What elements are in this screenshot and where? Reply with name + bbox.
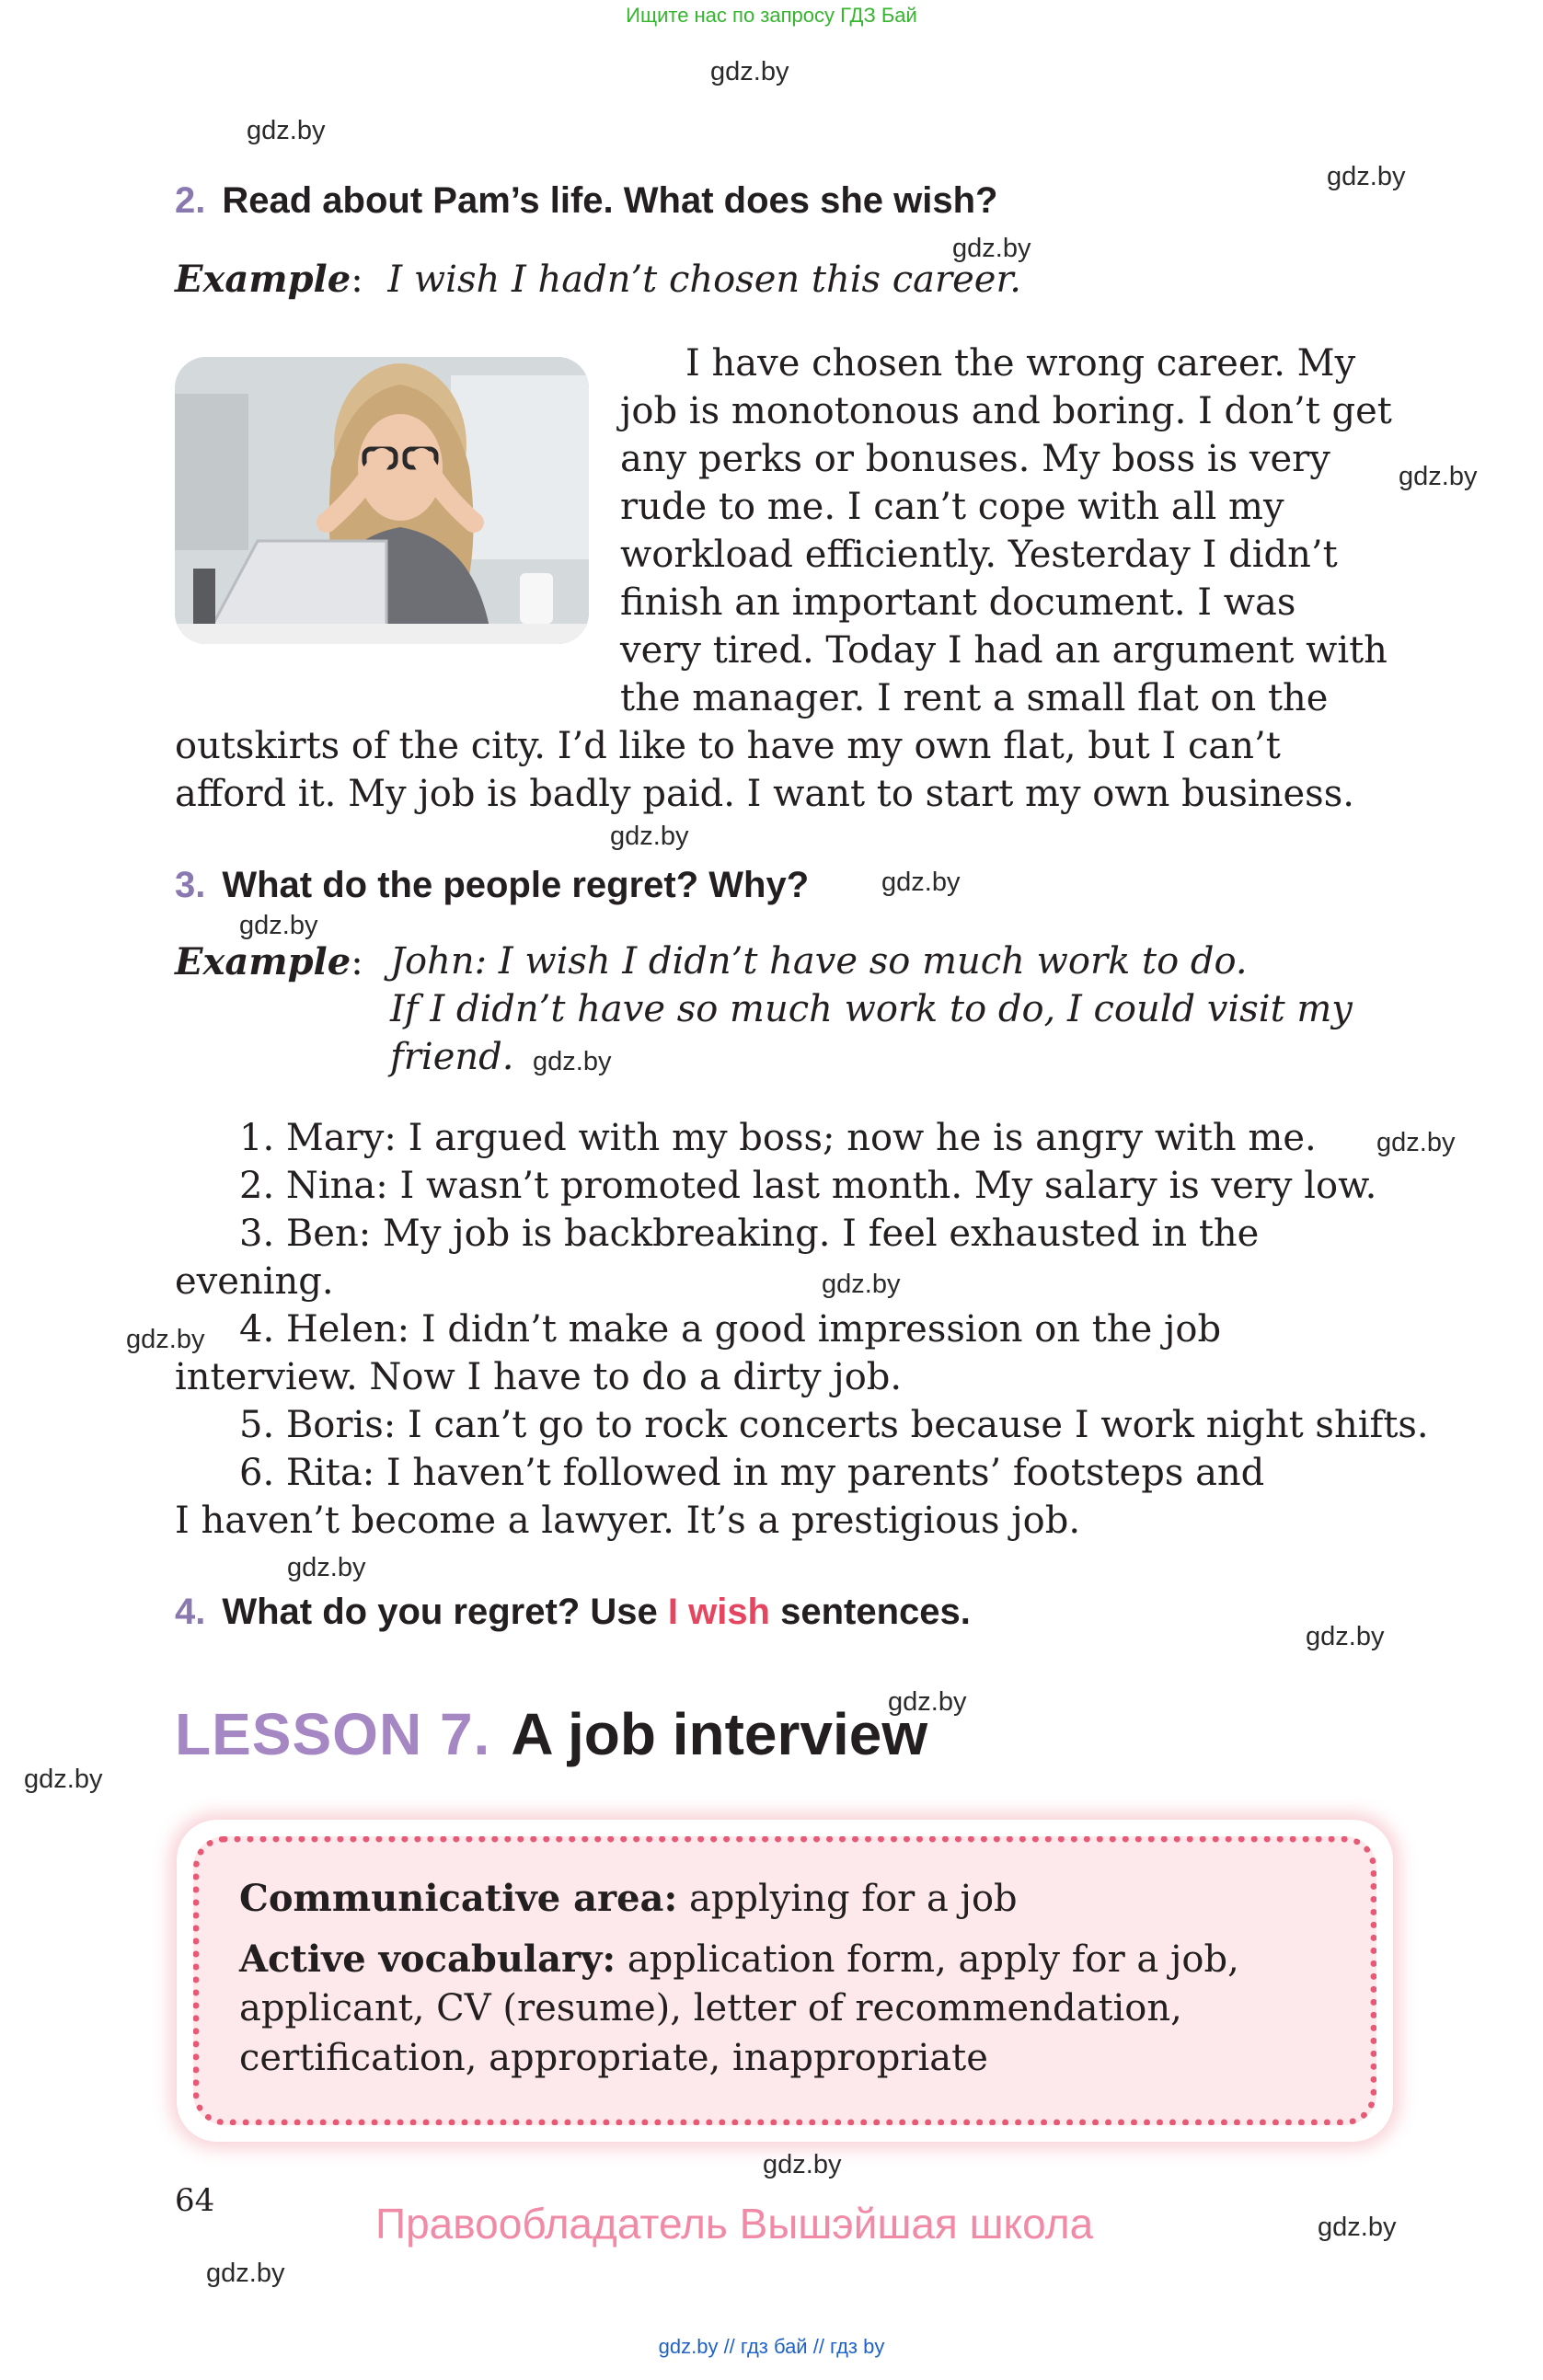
regret-item: 1. Mary: I argued with my boss; now he is angry with me. — [239, 1117, 1317, 1159]
watermark: gdz.by — [822, 1270, 901, 1299]
vocab-line: certification, appropriate, inappropriate — [239, 2037, 988, 2079]
example-label: Example — [175, 258, 351, 301]
footer-links: gdz.by // гдз бай // гдз by — [658, 2335, 885, 2358]
watermark: gdz.by — [763, 2150, 842, 2179]
regret-item: evening. — [175, 1260, 334, 1303]
lesson-info-box — [177, 1820, 1393, 2142]
pam-text-line: workload efficiently. Yesterday I didn’t — [620, 534, 1338, 576]
watermark: gdz.by — [710, 57, 789, 86]
example-line: John: I wish I didn’t have so much work to do. — [390, 940, 1248, 983]
lesson-number: LESSON 7. — [175, 1701, 491, 1767]
active-vocabulary — [239, 1937, 1239, 1981]
pam-text-line: the manager. I rent a small flat on the — [620, 677, 1329, 719]
communicative-area — [239, 1877, 1018, 1920]
pam-text-line: finish an important document. I was — [620, 581, 1296, 624]
regret-item: 5. Boris: I can’t go to rock concerts because I work night shifts. — [239, 1404, 1429, 1446]
watermark: gdz.by — [881, 868, 961, 897]
photo-illustration — [175, 357, 589, 644]
watermark: gdz.by — [1318, 2213, 1397, 2242]
watermark: gdz.by — [610, 822, 689, 851]
example-line: friend. — [390, 1036, 514, 1078]
example-colon: : — [351, 941, 363, 983]
page-number: 64 — [175, 2182, 215, 2219]
i-wish-highlight: I wish — [667, 1592, 770, 1632]
pam-text-line: I have chosen the wrong career. My — [685, 342, 1356, 385]
pam-text-line: rude to me. I can’t cope with all my — [620, 486, 1284, 528]
pam-text-line: afford it. My job is badly paid. I want to start my own business. — [175, 773, 1354, 815]
watermark: gdz.by — [533, 1047, 612, 1076]
watermark: gdz.by — [1327, 162, 1406, 191]
watermark: gdz.by — [287, 1553, 366, 1582]
comm-label: Communicative area: — [239, 1877, 678, 1920]
regret-item: interview. Now I have to do a dirty job. — [175, 1356, 903, 1398]
watermark: gdz.by — [952, 234, 1031, 263]
example-line: If I didn’t have so much work to do, I could visit my — [390, 988, 1353, 1030]
task-number: 3. — [175, 865, 206, 905]
regret-item: 2. Nina: I wasn’t promoted last month. My salary is very low. — [239, 1165, 1377, 1207]
task-text-end: sentences. — [770, 1592, 971, 1632]
lesson-heading — [175, 1700, 927, 1768]
watermark: gdz.by — [239, 911, 318, 940]
task-text: What do the people regret? Why? — [222, 865, 810, 905]
task-text: What do you regret? Use — [222, 1592, 668, 1632]
example-label: Example — [175, 940, 351, 983]
watermark: gdz.by — [126, 1325, 205, 1354]
woman-at-laptop-photo — [175, 357, 589, 644]
watermark: gdz.by — [1376, 1128, 1456, 1157]
task-3-example — [175, 940, 363, 983]
task-2-example — [175, 258, 1021, 301]
pam-text-line: outskirts of the city. I’d like to have my own flat, but I can’t — [175, 725, 1281, 767]
regret-item: 3. Ben: My job is backbreaking. I feel exhausted in the — [239, 1213, 1260, 1255]
watermark: gdz.by — [206, 2259, 285, 2288]
top-search-note: Ищите нас по запросу ГДЗ Бай — [626, 4, 917, 27]
task-number: 2. — [175, 180, 206, 221]
regret-item: 4. Helen: I didn’t make a good impression on the job — [239, 1308, 1222, 1351]
watermark: gdz.by — [24, 1765, 103, 1794]
pam-text-line: very tired. Today I had an argument with — [620, 629, 1388, 672]
regret-item: I haven’t become a lawyer. It’s a prestigious job. — [175, 1500, 1081, 1542]
vocab-label: Active vocabulary: — [239, 1937, 616, 1981]
example-text: I wish I hadn’t chosen this career. — [387, 259, 1021, 301]
task-text: Read about Pam’s life. What does she wish? — [222, 180, 998, 221]
lesson-title: A job interview — [511, 1701, 928, 1767]
task-4-heading — [175, 1592, 971, 1633]
comm-text: applying for a job — [688, 1878, 1018, 1920]
vocab-text: application form, apply for a job, — [627, 1938, 1239, 1981]
rights-holder: Правообладатель Вышэйшая школа — [375, 2200, 1094, 2248]
watermark: gdz.by — [1399, 462, 1478, 491]
watermark: gdz.by — [247, 116, 326, 145]
pam-text-line: any perks or bonuses. My boss is very — [620, 438, 1330, 480]
regret-item: 6. Rita: I haven’t followed in my parents’ footsteps and — [239, 1452, 1265, 1494]
vocab-line: applicant, CV (resume), letter of recommendation, — [239, 1987, 1182, 2029]
watermark: gdz.by — [1306, 1622, 1385, 1651]
task-number: 4. — [175, 1592, 206, 1632]
task-2-heading — [175, 180, 997, 222]
watermark: gdz.by — [888, 1687, 967, 1717]
task-3-heading — [175, 865, 809, 906]
pam-text-line: job is monotonous and boring. I don’t get — [620, 390, 1392, 432]
example-colon: : — [351, 259, 363, 301]
